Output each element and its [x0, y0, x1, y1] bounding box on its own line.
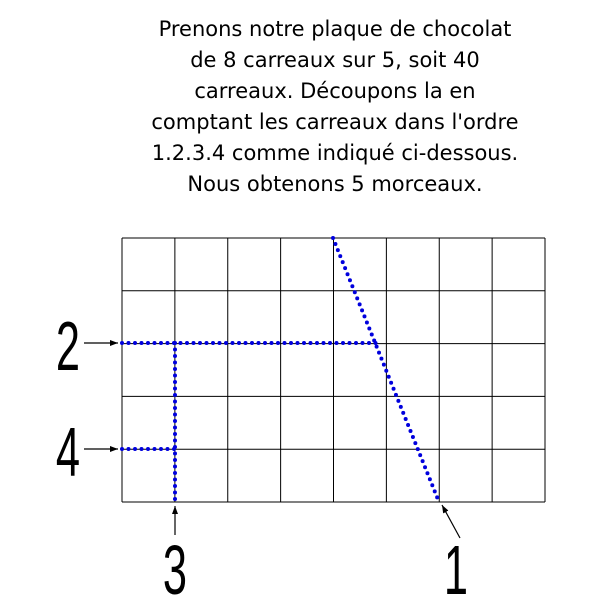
label-3: 3 [162, 531, 188, 600]
intro-line-2: de 8 carreaux sur 5, soit 40 [190, 48, 480, 72]
intro-line-3: carreaux. Découpons la en [194, 79, 476, 103]
intro-line-1: Prenons notre plaque de chocolat [158, 17, 512, 41]
intro-line-6: Nous obtenons 5 morceaux. [187, 172, 483, 196]
intro-line-5: 1.2.3.4 comme indiqué ci-dessous. [151, 141, 519, 165]
label-4: 4 [55, 413, 81, 492]
chocolate-grid [122, 238, 545, 502]
label-1: 1 [443, 531, 469, 600]
label-2: 2 [55, 307, 81, 386]
intro-line-4: comptant les carreaux dans l'ordre [151, 110, 519, 134]
